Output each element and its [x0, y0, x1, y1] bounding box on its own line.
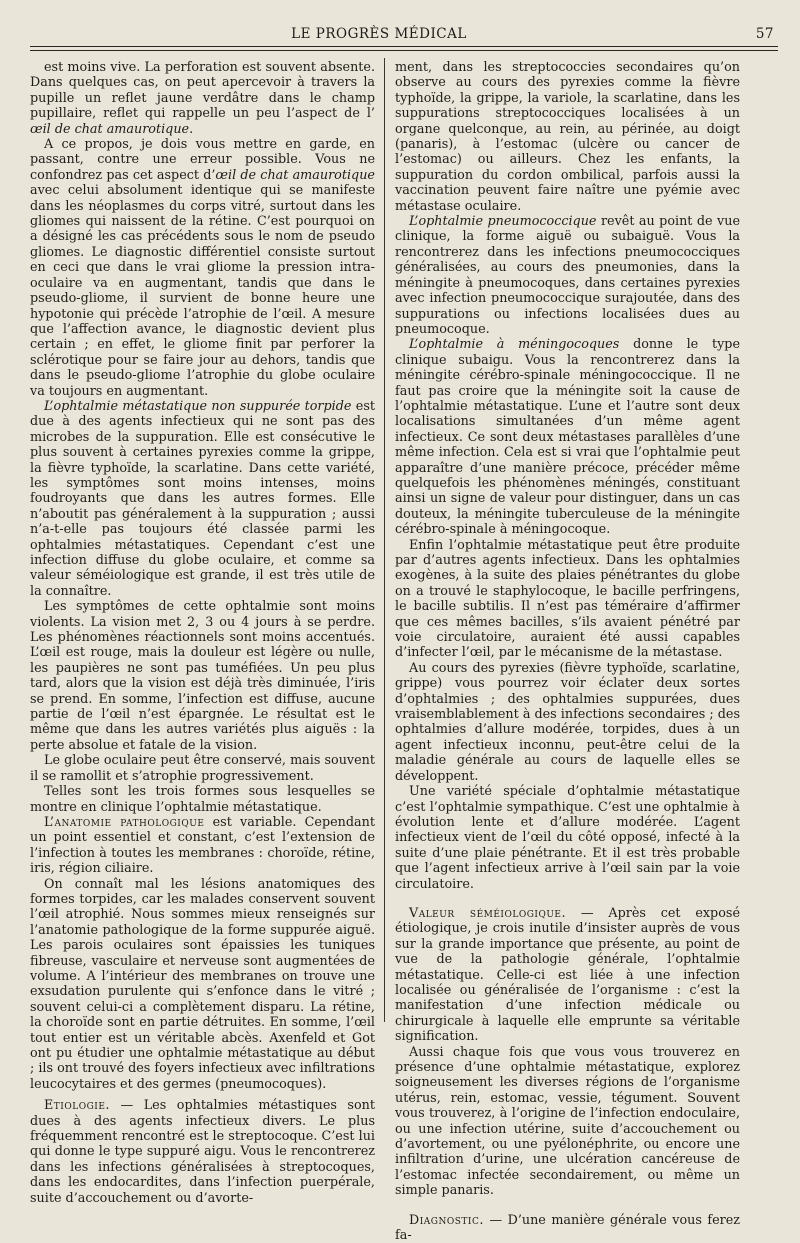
section-heading: Etiologie.	[44, 1098, 110, 1114]
paragraph	[395, 784, 740, 892]
left-column	[30, 60, 375, 1206]
paragraph	[30, 1098, 375, 1206]
paragraph	[30, 60, 375, 137]
journal-title: LE PROGRÈS MÉDICAL	[291, 26, 467, 42]
paragraph-text: Une variété spéciale d’ophtalmie métastatique c’est l’ophtalmie sympathique. C’est une ophtalmie à évolution lente et d’allure modérée. L’agent infectieux vient de l’œil du côté opposé, infecté à la suite d’une plaie pénétrante. Et il est très probable que l’agent infectieux arrive à l’œil sain par la voie circulatoire.	[395, 784, 740, 892]
paragraph	[30, 753, 375, 784]
paragraph-text: est variable. Cependant un point essentiel et constant, c’est l’extension de l’infection à toutes les membranes : choroïde, rétine, iris, région ciliaire.	[30, 814, 375, 877]
section-heading: Valeur séméiologique.	[409, 905, 567, 921]
paragraph-text: .	[189, 121, 194, 137]
section-heading: Diagnostic.	[409, 1212, 484, 1228]
paragraph-text: On connaît mal les lésions anatomiques des formes torpides, car les malades conservent souvent l’œil atrophié. Nous sommes mieux renseignés sur l’anatomie pathologique de la forme suppurée aiguë. Les parois oculaires sont épaissies les tuniques fibreuse, vasculaire et nerveuse sont augmentées de volume. A l’intérieur des membranes on trouve une exsudation purulente qui s’enfonce dans le vitré ; souvent celui-ci a complètement disparu. La rétine, la choroïde sont en partie détruites. En somme, l’œil tout entier est un véritable abcès. Axenfeld et Got ont pu étudier une ophtalmie métastatique au début ; ils ont trouvé des foyers infectieux avec infiltrations leucocytaires et des germes (pneumocoques).	[30, 876, 375, 1092]
paragraph	[395, 1045, 740, 1199]
paragraph	[395, 661, 740, 784]
paragraph-text: donne le type clinique subaigu. Vous la rencontrerez dans la méningite cérébro-spinale méningococcique. Il ne faut pas croire que la méningite soit la cause de l’ophtalmie métastatique. L’une et l’autre sont deux localisations simultanées d’un même agent infectieux. Ce sont deux métastases parallèles d’une même infection. Cela est si vrai que l’ophtalmie peut apparaître d’une manière précoce, précéder même quelquefois les phénomènes méningés, constituant ainsi un signe de valeur pour distinguer, dans un cas douteux, la méningite tuberculeuse de la méningite cérébro-spinale à méningocoque.	[395, 337, 740, 538]
paragraph-text: Au cours des pyrexies (fièvre typhoïde, scarlatine, grippe) vous pourrez voir éclater deux sortes d’ophtalmies ; des ophtalmies suppurées, dues vraisemblablement à des infections secondaires ; des ophtalmies d’allure modérée, torpides, dues à un agent infectieux inconnu, peut-être celui de la maladie générale au cours de laquelle elles se développent.	[395, 660, 740, 784]
paragraph-text: Telles sont les trois formes sous lesquelles se montre en clinique l’ophtalmie métastatique.	[30, 784, 375, 815]
paragraph	[30, 399, 375, 599]
right-column	[395, 60, 740, 1243]
paragraph-text: est due à des agents infectieux qui ne sont pas des microbes de la suppuration. Elle est consécutive le plus souvent à certaines pyrexies comme la grippe, la fièvre typhoïde, la scarlatine. Dans cette variété, les symptômes sont moins intenses, moins foudroyants que dans les autres formes. Elle n’aboutit pas généralement à la suppuration ; aussi n’a-t-elle pas toujours été classée parmi les ophtalmies métastatiques. Cependant c’est une infection diffuse du globe oculaire, et comme sa valeur séméiologique est grande, il est très utile de la connaître.	[30, 398, 375, 599]
paragraph-text: est moins vive. La perforation est souvent absente. Dans quelques cas, on peut apercevoir à travers la pupille un reflet jaune verdâtre dans le champ pupillaire, reflet qui rappelle un peu l’aspect de l’	[30, 60, 375, 122]
paragraph	[395, 214, 740, 337]
paragraph-text: — Après cet exposé étiologique, je crois inutile d’insister auprès de vous sur la grande importance que présente, au point de vue de la pathologie générale, l’ophtalmie métastatique. Celle-ci est liée à une infection localisée ou généralisée de l’organisme : c’est la manifestation d’une infection médicale ou chirurgicale à laquelle elle emprunte sa véritable signification.	[395, 905, 740, 1045]
column-divider	[384, 58, 385, 1022]
italic-term: L’ophtalmie pneumococcique	[409, 214, 597, 230]
paragraph-text: Les symptômes de cette ophtalmie sont moins violents. La vision met 2, 3 ou 4 jours à se perdre. Les phénomènes réactionnels sont moins accentués. L’œil est rouge, mais la douleur est légère ou nulle, les paupières ne sont pas tuméfiées. Un peu plus tard, alors que la vision est déjà très diminuée, l’iris se prend. En somme, l’infection est diffuse, aucune partie de l’œil n’est épargnée. Le résultat est le même que dans les autres variétés plus aiguës : la perte absolue et fatale de la vision.	[30, 599, 375, 753]
paragraph	[395, 1213, 740, 1243]
italic-term: œil de chat amaurotique	[215, 167, 375, 183]
paragraph	[395, 538, 740, 661]
paragraph	[30, 815, 375, 877]
paragraph-text: Aussi chaque fois que vous vous trouverez en présence d’une ophtalmie métastatique, explorez soigneusement les diverses régions de l’organisme utérus, rein, estomac, vessie, tégument. Souvent vous trouverez, à l’origine de l’infection endoculaire, ou une infection utérine, suite d’accouchement ou d’avortement, ou une pyélonéphrite, ou encore une infiltration d’urine, une ulcération cancéreuse de l’estomac infectée secondairement, ou même un simple panaris.	[395, 1044, 740, 1199]
paragraph-text: Le globe oculaire peut être conservé, mais souvent il se ramollit et s’atrophie progressivement.	[30, 753, 375, 784]
page-number: 57	[755, 26, 774, 42]
paragraph-text: Enfin l’ophtalmie métastatique peut être produite par d’autres agents infectieux. Dans les ophtalmies exogènes, à la suite des plaies pénétrantes du globe on a trouvé le staphylocoque, le bacille perfringens, le bacille subtilis. Il n’est pas téméraire d’affirmer que ces mêmes bacilles, s’ils avaient pénétré par voie circulatoire, auraient été aussi capables d’infecter l’œil, par le mécanisme de la métastase.	[395, 537, 740, 661]
paragraph	[395, 906, 740, 1045]
paragraph	[30, 599, 375, 753]
italic-term: œil de chat amaurotique	[30, 121, 190, 137]
paragraph	[30, 784, 375, 815]
paragraph-text: revêt au point de vue clinique, la forme aiguë ou subaiguë. Vous la rencontrerez dans les infections pneumococciques généralisées, au cours des pneumonies, dans la méningite à pneumocoques, dans certaines pyrexies avec infection pneumococcique surajoutée, dans des suppurations ou infections localisées dues au pneumocoque.	[395, 214, 740, 337]
italic-term: L’ophtalmie à méningocoques	[409, 337, 620, 353]
header-rule	[30, 46, 778, 47]
italic-term: L’ophtalmie métastatique non suppurée torpide	[44, 398, 352, 414]
paragraph	[395, 337, 740, 537]
paragraph	[30, 877, 375, 1093]
paragraph-text: avec celui absolument identique qui se manifeste dans les néoplasmes du corps vitré, surtout dans les gliomes qui naissent de la rétine. C’est pourquoi on a désigné les cas précédents sous le nom de pseudo gliomes. Le diagnostic différentiel consiste surtout en ceci que dans le vrai gliome la pression intra-oculaire va en augmentant, tandis que dans le pseudo-gliome, il survient de bonne heure une hypotonie qui précède l’atrophie de l’œil. A mesure que l’affection avance, le diagnostic devient plus certain ; en effet, le gliome finit par perforer la sclérotique pour se faire jour au dehors, tandis que dans le pseudo-gliome l’atrophie du globe oculaire va toujours en augmentant.	[30, 183, 375, 399]
section-heading: L’anatomie pathologique	[44, 814, 205, 830]
paragraph-text: A ce propos, je dois vous mettre en garde, en passant, contre une erreur possible. Vous ne confondrez pas cet aspect d’	[30, 137, 375, 183]
paragraph	[395, 60, 740, 214]
paragraph-text: — Les ophtalmies métastiques sont dues à des agents infectieux divers. Le plus fréquemment rencontré est le streptocoque. C’est lui qui donne le type suppuré aigu. Vous le rencontrerez dans les infections généralisées à streptocoques, dans les endocardites, dans l’infection puerpérale, suite d’accouchement ou d’avorte-	[30, 1098, 375, 1206]
paragraph	[30, 137, 375, 399]
header-rule-thin	[30, 50, 778, 51]
paragraph-text: ment, dans les streptococcies secondaires qu’on observe au cours des pyrexies comme la fièvre typhoïde, la grippe, la variole, la scarlatine, dans les suppurations streptococciques localisées à un organe quelconque, au rein, au périnée, au doigt (panaris), à l’estomac (ulcère ou cancer de l’estomac) ou ailleurs. Chez les enfants, la suppuration du cordon ombilical, parfois aussi la vaccination peuvent faire naître une pyémie avec métastase oculaire.	[395, 60, 740, 214]
paragraph-text: — D’une manière générale vous ferez fa-	[395, 1212, 740, 1243]
running-header	[30, 26, 774, 46]
